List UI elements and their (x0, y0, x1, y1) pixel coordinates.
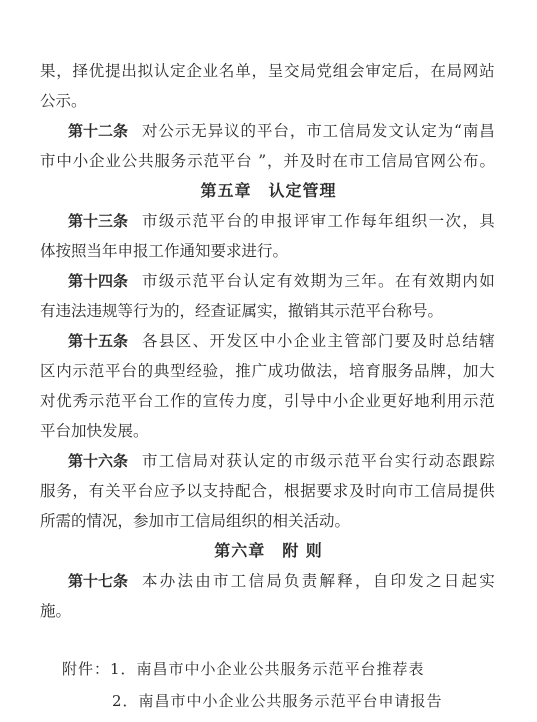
article-text: 市 级 示 范 平 台 认 定 有 效 期 为 三 年 。 在 有 效 期 内 如 (142, 272, 495, 290)
article-number: 第十六条 (68, 452, 129, 470)
article-number: 第十二条 (68, 122, 129, 140)
article-text: 各 县 区 、 开 发 区 中 小 企 业 主 管 部 门 要 及 时 总 结 辖 (142, 332, 495, 350)
article-number: 第十七条 (68, 572, 129, 590)
paragraph-line: 有违法违规等行为的，经查证属实，撤销其示范平台称号。 (40, 302, 444, 320)
paragraph-line: 所需的情况，参加市工信局组织的相关活动。 (40, 512, 351, 530)
paragraph-line: 市 中 小 企 业 公 共 服 务 示 范 平 台 ” ， 并 及 时 在 市 工 信 局 官 网 公 布 。 (40, 152, 495, 170)
attachment-2: 2．南昌市中小企业公共服务示范平台申请报告 (112, 692, 443, 710)
article-text: 市 工 信 局 对 获 认 定 的 市 级 示 范 平 台 实 行 动 态 跟 踪 (142, 452, 495, 470)
chapter-heading-6: 第六章 附 则 (214, 541, 323, 560)
paragraph-line: 区 内 示 范 平 台 的 典 型 经 验 ， 推 广 成 功 做 法 ， 培 育 服 务 品 牌 ， 加 大 (40, 362, 495, 380)
article-12 (68, 120, 495, 142)
article-text: 市 级 示 范 平 台 的 申 报 评 审 工 作 每 年 组 织 一 次 ， 具 (142, 212, 495, 230)
attachment-1: 附件：1．南昌市中小企业公共服务示范平台推荐表 (62, 660, 425, 678)
paragraph-line: 对 优 秀 示 范 平 台 工 作 的 宣 传 力 度 ， 引 导 中 小 企 业 更 好 地 利 用 示 范 (40, 392, 495, 410)
article-17 (68, 570, 495, 592)
article-number: 第十五条 (68, 332, 129, 350)
paragraph-line: 公示。 (40, 92, 87, 110)
article-14 (68, 270, 495, 292)
paragraph-line: 平台加快发展。 (40, 422, 149, 440)
article-text: 对 公 示 无 异 议 的 平 台 ， 市 工 信 局 发 文 认 定 为 “ 南 昌 (142, 122, 495, 140)
article-number: 第十四条 (68, 272, 129, 290)
paragraph-line: 施。 (40, 602, 72, 620)
article-number: 第十三条 (68, 212, 129, 230)
article-16 (68, 450, 495, 472)
article-text: 本 办 法 由 市 工 信 局 负 责 解 释 ， 自 印 发 之 日 起 实 (142, 572, 495, 590)
chapter-heading-5: 第五章 认定管理 (200, 181, 337, 200)
article-15 (68, 330, 495, 352)
paragraph-line: 果 ， 择 优 提 出 拟 认 定 企 业 名 单 ， 呈 交 局 党 组 会 审 定 后 ， 在 局 网 站 (40, 62, 495, 80)
paragraph-line: 服 务 ， 有 关 平 台 应 予 以 支 持 配 合 ， 根 据 要 求 及 时 向 市 工 信 局 提 供 (40, 482, 495, 500)
article-13 (68, 210, 495, 232)
paragraph-line: 体按照当年申报工作通知要求进行。 (40, 242, 289, 260)
